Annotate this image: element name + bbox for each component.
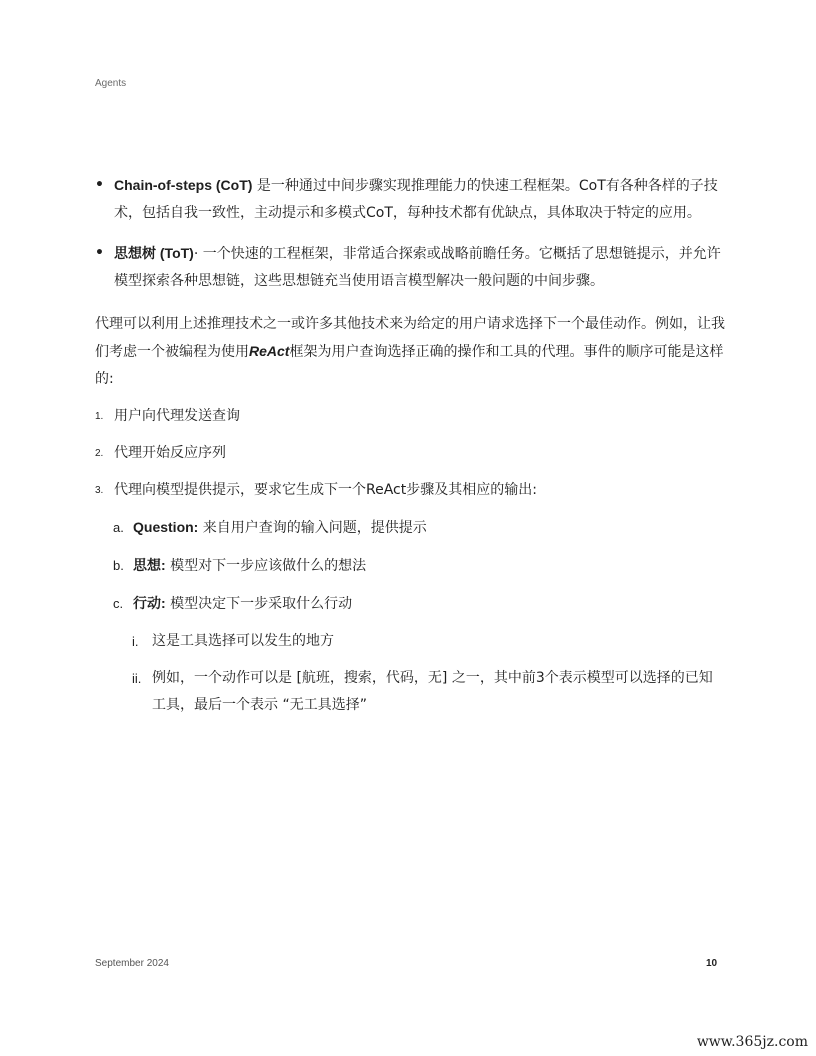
substep-text: 模型决定下一步采取什么行动 [165,596,353,612]
step-item [95,477,725,504]
page-number: 10 [706,958,718,969]
bullet-term: 思想树 (ToT) [114,245,194,261]
step-marker: 1. [95,411,104,422]
subsubstep-marker: i. [132,634,139,649]
subsubstep-item [95,628,725,655]
bullet-term: Chain-of-steps (CoT) [114,177,253,193]
bullet-marker: • [95,177,104,193]
substep-term: Question: [133,519,199,535]
substep-item [95,552,725,580]
substep-marker: c. [113,596,124,611]
step-text: 用户向代理发送查询 [114,408,240,424]
substep-marker: b. [113,558,124,573]
substep-term: 行动: [133,595,166,611]
subsubstep-text: 这是工具选择可以发生的地方 [152,633,334,649]
substep-text: 来自用户查询的输入问题，提供提示 [198,520,427,536]
paragraph-text-after: 框架为用户查询选择正确的操作和工具的代理。事件的顺序可能是这样的: [95,344,724,387]
bullet-text: · 一个快速的工程框架，非常适合探索或战略前瞻任务。它概括了思想链提示，并允许模型探索各种思想链，这些思想链充当使用语言模型解决一般问题的中间步骤。 [114,246,721,289]
footer-date: September 2024 [95,958,169,969]
bullet-marker: • [95,245,104,261]
subsubstep-text: 例如，一个动作可以是 [航班，搜索，代码，无] 之一，其中前3个表示模型可以选择的已知工具，最后一个表示 “无工具选择” [152,670,713,713]
page-content [95,172,725,719]
subsubstep-marker: ii. [132,671,142,686]
substep-marker: a. [113,520,124,535]
page-header: Agents [95,78,127,89]
substep-term: 思想: [133,557,166,573]
bullet-text: 是一种通过中间步骤实现推理能力的快速工程框架。CoT有各种各样的子技术，包括自我一致性，主动提示和多模式CoT，每种技术都有优缺点，具体取决于特定的应用。 [114,178,718,221]
step-marker: 3. [95,485,104,496]
step-text: 代理向模型提供提示，要求它生成下一个ReAct步骤及其相应的输出: [114,482,537,498]
paragraph-emphasis: ReAct [249,343,290,359]
step-marker: 2. [95,448,104,459]
paragraph-text-before: 代理可以利用上述推理技术之一或许多其他技术来为给定的用户请求选择下一个最佳动作。例如，让我们考虑一个被编程为使用 [95,316,725,360]
watermark: www.365jz.com [696,1034,808,1050]
step-text: 代理开始反应序列 [114,445,226,461]
substep-item [95,590,725,618]
substep-item [95,514,725,542]
subsubstep-item [95,665,725,719]
substep-text: 模型对下一步应该做什么的想法 [165,558,367,574]
bullet-item-tot [95,240,725,295]
step-item [95,403,725,430]
body-paragraph [95,311,725,393]
step-item [95,440,725,467]
bullet-item-cot [95,172,725,227]
